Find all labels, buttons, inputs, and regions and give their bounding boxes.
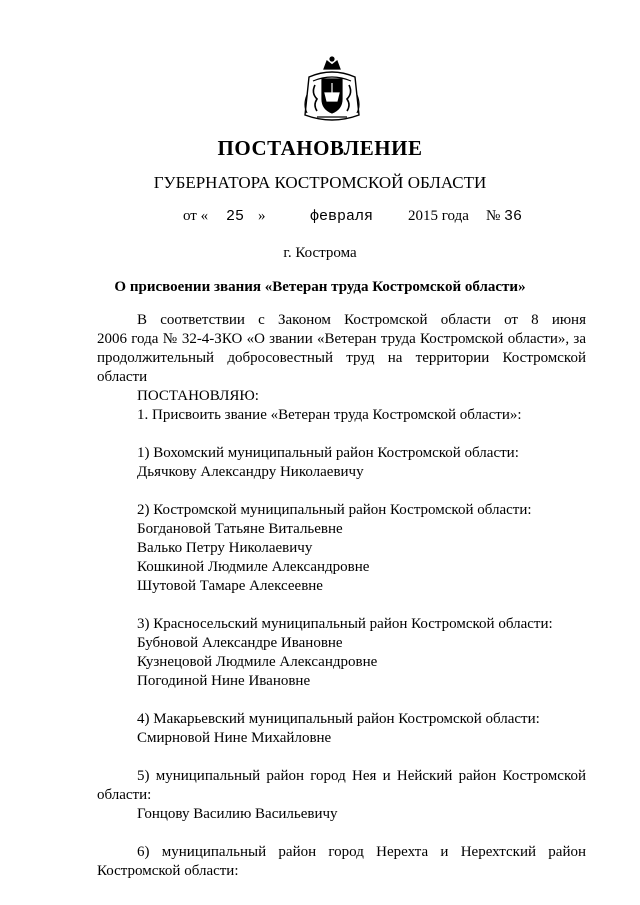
group-5-title-line-1: 5) муниципальный район город Нея и Нейский район Костромской xyxy=(137,768,586,784)
number-sign: № xyxy=(486,208,501,224)
date-day: 25 xyxy=(226,208,245,225)
group-title: 3) Красносельский муниципальный район Костромской области: xyxy=(137,616,553,632)
document-body xyxy=(97,311,586,881)
preamble-line-1: В соответствии с Законом Костромской области от 8 июня xyxy=(137,312,586,328)
document-number: 36 xyxy=(504,208,523,225)
recipient-name: Погодиной Нине Ивановне xyxy=(137,673,311,689)
document-heading: О присвоении звания «Ветеран труда Костромской области» xyxy=(114,279,526,295)
group-title: 1) Вохомский муниципальный район Костромской области: xyxy=(137,445,519,461)
date-year: 2015 года xyxy=(408,208,469,224)
date-prefix: от « xyxy=(183,208,209,224)
date-day-close: » xyxy=(258,208,266,224)
group-title: 4) Макарьевский муниципальный район Костромской области: xyxy=(137,711,540,727)
recipient-name: Шутовой Тамаре Алексеевне xyxy=(137,578,323,594)
recipient-name: Кузнецовой Людмиле Александровне xyxy=(137,654,378,670)
recipient-name: Смирновой Нине Михайловне xyxy=(137,730,332,746)
document-title: ПОСТАНОВЛЕНИЕ xyxy=(217,136,423,160)
date-month: февраля xyxy=(310,208,374,225)
group-5-title-line-2: области: xyxy=(97,787,152,803)
date-number-line xyxy=(0,208,640,230)
recipient-name: Гонцову Василию Васильевичу xyxy=(137,806,338,822)
recipient-name: Бубновой Александре Ивановне xyxy=(137,635,343,651)
recipient-name: Богдановой Татьяне Витальевне xyxy=(137,521,343,537)
recipient-name: Дьячкову Александру Николаевичу xyxy=(137,464,364,480)
issuer-title: ГУБЕРНАТОРА КОСТРОМСКОЙ ОБЛАСТИ xyxy=(153,173,487,192)
recipient-name: Кошкиной Людмиле Александровне xyxy=(137,559,370,575)
group-6-title-line-1: 6) муниципальный район город Нерехта и Нерехтский район xyxy=(137,844,586,860)
coat-of-arms-icon xyxy=(297,55,367,125)
item-1: 1. Присвоить звание «Ветеран труда Костромской области»: xyxy=(137,407,522,423)
group-6-title-line-2: Костромской области: xyxy=(97,863,239,879)
recipient-name: Валько Петру Николаевичу xyxy=(137,540,313,556)
preamble-rest: 2006 года № 32-4-ЗКО «О звании «Ветеран труда Костромской области», за продолжительный добросовестный труд на территории Костромской области xyxy=(97,331,586,385)
group-title: 2) Костромской муниципальный район Костромской области: xyxy=(137,502,532,518)
decree-word: ПОСТАНОВЛЯЮ: xyxy=(137,388,259,404)
city: г. Кострома xyxy=(283,245,357,261)
